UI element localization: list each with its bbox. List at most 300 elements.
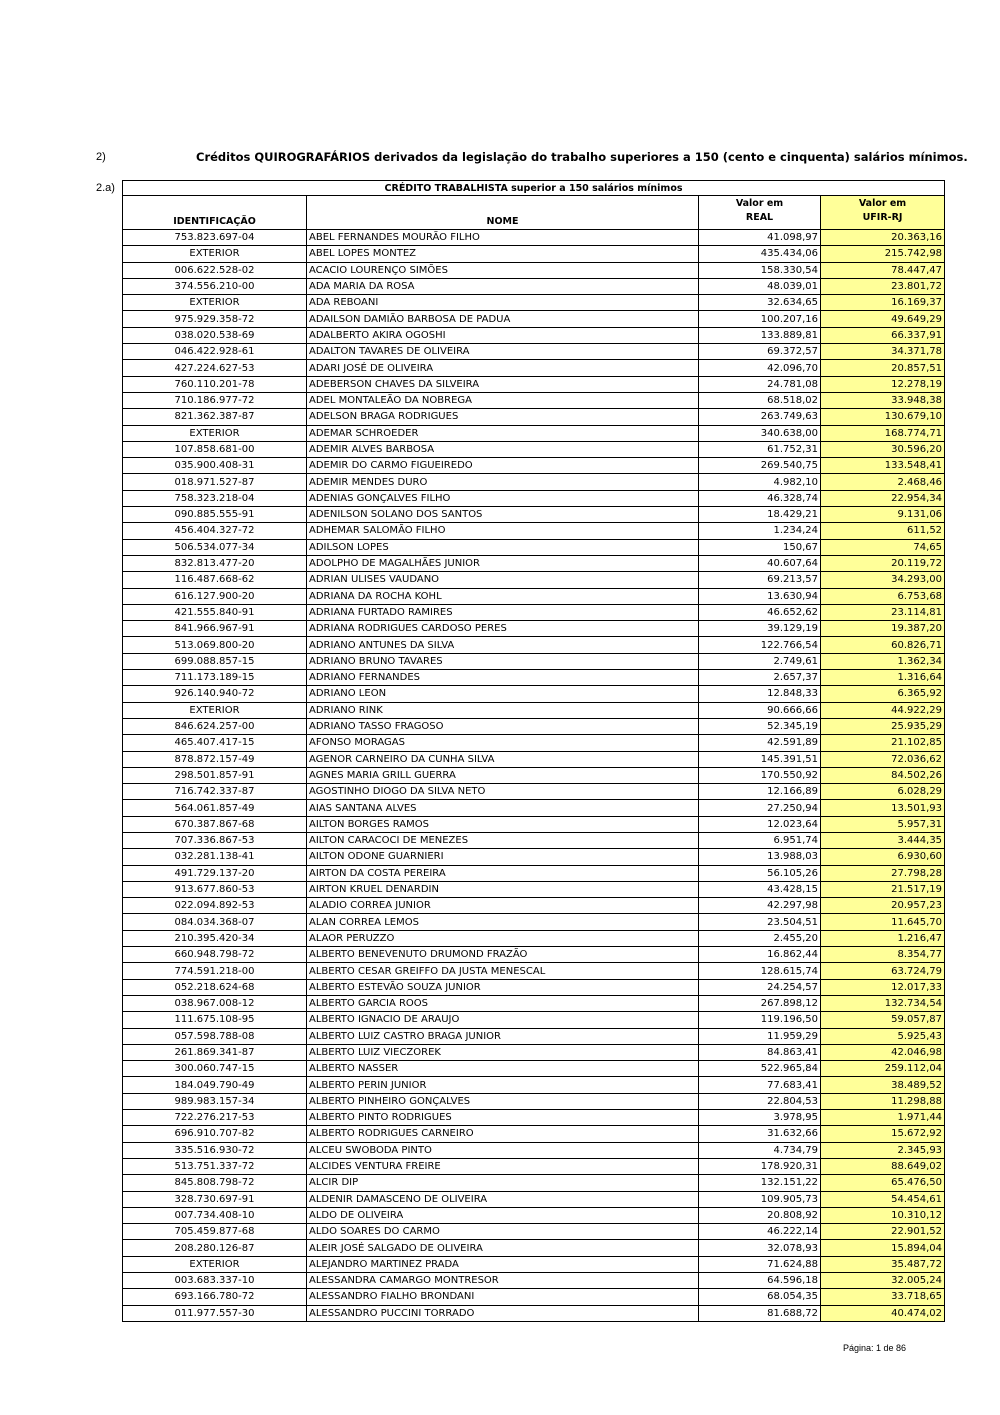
table-row xyxy=(123,963,945,979)
header-valor-ufir-line1: Valor em xyxy=(858,198,907,209)
cell-valor-real: 77.683,41 xyxy=(699,1077,821,1093)
cell-valor-real: 24.781,08 xyxy=(699,376,821,392)
cell-valor-real: 31.632,66 xyxy=(699,1126,821,1142)
header-valor-real xyxy=(699,196,821,230)
table-row xyxy=(123,1305,945,1321)
cell-valor-ufir: 20.119,72 xyxy=(821,555,945,571)
cell-identificacao: 456.404.327-72 xyxy=(123,523,307,539)
cell-valor-real: 46.222,14 xyxy=(699,1224,821,1240)
cell-nome: ALCIR DIP xyxy=(307,1175,699,1191)
table-row xyxy=(123,425,945,441)
cell-identificacao: 032.281.138-41 xyxy=(123,849,307,865)
cell-valor-real: 3.978,95 xyxy=(699,1110,821,1126)
cell-identificacao: 506.534.077-34 xyxy=(123,539,307,555)
cell-valor-ufir: 21.102,85 xyxy=(821,735,945,751)
table-row xyxy=(123,670,945,686)
table-row xyxy=(123,718,945,734)
cell-nome: AIAS SANTANA ALVES xyxy=(307,800,699,816)
table-row xyxy=(123,1256,945,1272)
cell-nome: AILTON CARACOCI DE MENEZES xyxy=(307,832,699,848)
cell-nome: ADRIAN ULISES VAUDANO xyxy=(307,572,699,588)
cell-nome: AGOSTINHO DIOGO DA SILVA NETO xyxy=(307,784,699,800)
cell-identificacao: 038.020.538-69 xyxy=(123,327,307,343)
table-row xyxy=(123,751,945,767)
cell-valor-real: 61.752,31 xyxy=(699,441,821,457)
cell-nome: AILTON BORGES RAMOS xyxy=(307,816,699,832)
cell-valor-real: 68.054,35 xyxy=(699,1289,821,1305)
cell-valor-ufir: 9.131,06 xyxy=(821,507,945,523)
cell-valor-real: 128.615,74 xyxy=(699,963,821,979)
header-valor-ufir xyxy=(821,196,945,230)
cell-valor-real: 18.429,21 xyxy=(699,507,821,523)
cell-valor-real: 24.254,57 xyxy=(699,979,821,995)
header-valor-real-line1: Valor em xyxy=(735,198,784,209)
cell-nome: ACACIO LOURENÇO SIMÕES xyxy=(307,262,699,278)
table-row xyxy=(123,1175,945,1191)
cell-nome: AIRTON KRUEL DENARDIN xyxy=(307,881,699,897)
cell-valor-real: 178.920,31 xyxy=(699,1158,821,1174)
cell-valor-real: 71.624,88 xyxy=(699,1256,821,1272)
cell-identificacao: 707.336.867-53 xyxy=(123,832,307,848)
cell-identificacao: 513.069.800-20 xyxy=(123,637,307,653)
cell-valor-ufir: 33.948,38 xyxy=(821,392,945,408)
cell-valor-ufir: 1.316,64 xyxy=(821,670,945,686)
table-row xyxy=(123,474,945,490)
cell-valor-real: 39.129,19 xyxy=(699,621,821,637)
cell-valor-ufir: 19.387,20 xyxy=(821,621,945,637)
cell-nome: ALBERTO GARCIA ROOS xyxy=(307,995,699,1011)
cell-identificacao: 465.407.417-15 xyxy=(123,735,307,751)
cell-valor-ufir: 84.502,26 xyxy=(821,767,945,783)
cell-nome: ALEJANDRO MARTINEZ PRADA xyxy=(307,1256,699,1272)
table-row xyxy=(123,914,945,930)
cell-valor-ufir: 259.112,04 xyxy=(821,1061,945,1077)
cell-nome: ADEMIR ALVES BARBOSA xyxy=(307,441,699,457)
cell-valor-real: 69.372,57 xyxy=(699,344,821,360)
table-body xyxy=(123,230,945,1322)
table-row xyxy=(123,1028,945,1044)
cell-identificacao: 035.900.408-31 xyxy=(123,458,307,474)
cell-identificacao: 670.387.867-68 xyxy=(123,816,307,832)
cell-identificacao: 084.034.368-07 xyxy=(123,914,307,930)
cell-valor-real: 27.250,94 xyxy=(699,800,821,816)
cell-identificacao: 111.675.108-95 xyxy=(123,1012,307,1028)
cell-nome: ALBERTO NASSER xyxy=(307,1061,699,1077)
cell-nome: ALBERTO PINHEIRO GONÇALVES xyxy=(307,1093,699,1109)
table-title-row xyxy=(123,181,945,196)
cell-nome: AILTON ODONE GUARNIERI xyxy=(307,849,699,865)
table-row xyxy=(123,995,945,1011)
cell-valor-real: 263.749,63 xyxy=(699,409,821,425)
table-row xyxy=(123,767,945,783)
cell-nome: ALBERTO PINTO RODRIGUES xyxy=(307,1110,699,1126)
cell-nome: ADEBERSON CHAVES DA SILVEIRA xyxy=(307,376,699,392)
table-row xyxy=(123,686,945,702)
cell-identificacao: 003.683.337-10 xyxy=(123,1273,307,1289)
table-row xyxy=(123,490,945,506)
table-row xyxy=(123,507,945,523)
cell-valor-real: 22.804,53 xyxy=(699,1093,821,1109)
table-row xyxy=(123,523,945,539)
cell-identificacao: 564.061.857-49 xyxy=(123,800,307,816)
cell-identificacao: 846.624.257-00 xyxy=(123,718,307,734)
cell-identificacao: 926.140.940-72 xyxy=(123,686,307,702)
cell-nome: ADAILSON DAMIÃO BARBOSA DE PADUA xyxy=(307,311,699,327)
cell-valor-real: 46.652,62 xyxy=(699,604,821,620)
cell-valor-real: 16.862,44 xyxy=(699,947,821,963)
cell-identificacao: 006.622.528-02 xyxy=(123,262,307,278)
cell-valor-ufir: 2.345,93 xyxy=(821,1142,945,1158)
cell-nome: ADRIANO LEON xyxy=(307,686,699,702)
cell-identificacao: 722.276.217-53 xyxy=(123,1110,307,1126)
cell-nome: ADA REBOANI xyxy=(307,295,699,311)
cell-nome: ADA MARIA DA ROSA xyxy=(307,278,699,294)
cell-nome: ABEL LOPES MONTEZ xyxy=(307,246,699,262)
cell-identificacao: 374.556.210-00 xyxy=(123,278,307,294)
table-row xyxy=(123,865,945,881)
table-row xyxy=(123,832,945,848)
cell-nome: ALDO SOARES DO CARMO xyxy=(307,1224,699,1240)
cell-identificacao: 208.280.126-87 xyxy=(123,1240,307,1256)
table-row xyxy=(123,1044,945,1060)
cell-valor-ufir: 20.363,16 xyxy=(821,230,945,246)
table-row xyxy=(123,1240,945,1256)
cell-identificacao: 007.734.408-10 xyxy=(123,1207,307,1223)
cell-nome: ALBERTO CESAR GREIFFO DA JUSTA MENESCAL xyxy=(307,963,699,979)
cell-valor-real: 145.391,51 xyxy=(699,751,821,767)
cell-valor-real: 69.213,57 xyxy=(699,572,821,588)
cell-identificacao: EXTERIOR xyxy=(123,246,307,262)
cell-valor-ufir: 23.114,81 xyxy=(821,604,945,620)
cell-nome: ALBERTO IGNACIO DE ARAUJO xyxy=(307,1012,699,1028)
cell-valor-real: 267.898,12 xyxy=(699,995,821,1011)
cell-identificacao: 696.910.707-82 xyxy=(123,1126,307,1142)
cell-identificacao: 758.323.218-04 xyxy=(123,490,307,506)
cell-valor-ufir: 74,65 xyxy=(821,539,945,555)
cell-valor-real: 64.596,18 xyxy=(699,1273,821,1289)
cell-nome: ALBERTO ESTEVÃO SOUZA JUNIOR xyxy=(307,979,699,995)
cell-valor-real: 158.330,54 xyxy=(699,262,821,278)
cell-identificacao: 774.591.218-00 xyxy=(123,963,307,979)
cell-nome: ALESSANDRO PUCCINI TORRADO xyxy=(307,1305,699,1321)
header-valor-real-line2: REAL xyxy=(745,212,774,223)
cell-valor-real: 12.023,64 xyxy=(699,816,821,832)
table-row xyxy=(123,360,945,376)
cell-valor-real: 4.982,10 xyxy=(699,474,821,490)
cell-identificacao: 989.983.157-34 xyxy=(123,1093,307,1109)
cell-nome: ADRIANO ANTUNES DA SILVA xyxy=(307,637,699,653)
table-row xyxy=(123,816,945,832)
cell-valor-ufir: 38.489,52 xyxy=(821,1077,945,1093)
cell-valor-ufir: 59.057,87 xyxy=(821,1012,945,1028)
cell-nome: ALAOR PERUZZO xyxy=(307,930,699,946)
cell-valor-ufir: 15.894,04 xyxy=(821,1240,945,1256)
cell-nome: ALBERTO LUIZ CASTRO BRAGA JUNIOR xyxy=(307,1028,699,1044)
cell-valor-ufir: 5.925,43 xyxy=(821,1028,945,1044)
cell-valor-real: 84.863,41 xyxy=(699,1044,821,1060)
cell-nome: ADELSON BRAGA RODRIGUES xyxy=(307,409,699,425)
cell-identificacao: 038.967.008-12 xyxy=(123,995,307,1011)
cell-nome: ALESSANDRO FIALHO BRONDANI xyxy=(307,1289,699,1305)
cell-valor-real: 340.638,00 xyxy=(699,425,821,441)
table-row xyxy=(123,1093,945,1109)
table-row xyxy=(123,230,945,246)
cell-identificacao: 513.751.337-72 xyxy=(123,1158,307,1174)
table-row xyxy=(123,441,945,457)
cell-valor-ufir: 6.930,60 xyxy=(821,849,945,865)
cell-valor-ufir: 5.957,31 xyxy=(821,816,945,832)
table-row xyxy=(123,979,945,995)
cell-valor-real: 2.749,61 xyxy=(699,653,821,669)
cell-valor-ufir: 30.596,20 xyxy=(821,441,945,457)
cell-valor-ufir: 130.679,10 xyxy=(821,409,945,425)
cell-valor-ufir: 20.857,51 xyxy=(821,360,945,376)
table-row xyxy=(123,555,945,571)
cell-valor-real: 40.607,64 xyxy=(699,555,821,571)
section-number: 2) xyxy=(96,151,106,163)
cell-identificacao: 022.094.892-53 xyxy=(123,898,307,914)
table-title: CRÉDITO TRABALHISTA superior a 150 salários mínimos xyxy=(123,181,945,196)
table-row xyxy=(123,246,945,262)
section-title: Créditos QUIROGRAFÁRIOS derivados da legislação do trabalho superiores a 150 (cento e cinquenta) salários mínimos. xyxy=(196,150,968,164)
cell-valor-real: 132.151,22 xyxy=(699,1175,821,1191)
cell-nome: ADARI JOSÉ DE OLIVEIRA xyxy=(307,360,699,376)
table-row xyxy=(123,930,945,946)
cell-nome: AGENOR CARNEIRO DA CUNHA SILVA xyxy=(307,751,699,767)
table-row xyxy=(123,898,945,914)
cell-valor-ufir: 60.826,71 xyxy=(821,637,945,653)
cell-valor-real: 81.688,72 xyxy=(699,1305,821,1321)
cell-valor-real: 20.808,92 xyxy=(699,1207,821,1223)
cell-valor-ufir: 11.298,88 xyxy=(821,1093,945,1109)
table-row xyxy=(123,458,945,474)
cell-valor-ufir: 15.672,92 xyxy=(821,1126,945,1142)
cell-identificacao: 878.872.157-49 xyxy=(123,751,307,767)
cell-identificacao: 090.885.555-91 xyxy=(123,507,307,523)
cell-valor-ufir: 12.278,19 xyxy=(821,376,945,392)
cell-valor-ufir: 21.517,19 xyxy=(821,881,945,897)
cell-identificacao: 011.977.557-30 xyxy=(123,1305,307,1321)
cell-nome: ALBERTO PERIN JUNIOR xyxy=(307,1077,699,1093)
cell-nome: ALCEU SWOBODA PINTO xyxy=(307,1142,699,1158)
table-row xyxy=(123,392,945,408)
cell-nome: ADRIANO TASSO FRAGOSO xyxy=(307,718,699,734)
cell-valor-ufir: 3.444,35 xyxy=(821,832,945,848)
cell-nome: AGNES MARIA GRILL GUERRA xyxy=(307,767,699,783)
cell-nome: ADALTON TAVARES DE OLIVEIRA xyxy=(307,344,699,360)
cell-identificacao: 107.858.681-00 xyxy=(123,441,307,457)
cell-valor-real: 133.889,81 xyxy=(699,327,821,343)
cell-nome: ADRIANA FURTADO RAMIRES xyxy=(307,604,699,620)
cell-identificacao: 328.730.697-91 xyxy=(123,1191,307,1207)
cell-nome: ADEL MONTALEÃO DA NOBREGA xyxy=(307,392,699,408)
cell-nome: ALESSANDRA CAMARGO MONTRESOR xyxy=(307,1273,699,1289)
cell-identificacao: 057.598.788-08 xyxy=(123,1028,307,1044)
cell-valor-ufir: 49.649,29 xyxy=(821,311,945,327)
cell-valor-real: 2.455,20 xyxy=(699,930,821,946)
cell-identificacao: 913.677.860-53 xyxy=(123,881,307,897)
cell-valor-ufir: 78.447,47 xyxy=(821,262,945,278)
cell-nome: ADENIAS GONÇALVES FILHO xyxy=(307,490,699,506)
cell-valor-real: 48.039,01 xyxy=(699,278,821,294)
table-row xyxy=(123,702,945,718)
cell-valor-real: 52.345,19 xyxy=(699,718,821,734)
cell-valor-ufir: 23.801,72 xyxy=(821,278,945,294)
cell-valor-ufir: 6.365,92 xyxy=(821,686,945,702)
cell-nome: ADRIANA RODRIGUES CARDOSO PERES xyxy=(307,621,699,637)
cell-nome: ADEMIR DO CARMO FIGUEIREDO xyxy=(307,458,699,474)
cell-valor-real: 42.096,70 xyxy=(699,360,821,376)
cell-identificacao: 841.966.967-91 xyxy=(123,621,307,637)
cell-valor-ufir: 32.005,24 xyxy=(821,1273,945,1289)
cell-valor-ufir: 611,52 xyxy=(821,523,945,539)
table-row xyxy=(123,637,945,653)
cell-valor-ufir: 6.753,68 xyxy=(821,588,945,604)
cell-valor-ufir: 12.017,33 xyxy=(821,979,945,995)
cell-nome: ADRIANO RINK xyxy=(307,702,699,718)
table-row xyxy=(123,295,945,311)
cell-valor-ufir: 25.935,29 xyxy=(821,718,945,734)
cell-valor-real: 4.734,79 xyxy=(699,1142,821,1158)
cell-identificacao: 760.110.201-78 xyxy=(123,376,307,392)
cell-valor-real: 23.504,51 xyxy=(699,914,821,930)
cell-identificacao: 491.729.137-20 xyxy=(123,865,307,881)
table-row xyxy=(123,1158,945,1174)
cell-valor-real: 42.297,98 xyxy=(699,898,821,914)
cell-nome: ALDO DE OLIVEIRA xyxy=(307,1207,699,1223)
cell-valor-real: 42.591,89 xyxy=(699,735,821,751)
table-row xyxy=(123,604,945,620)
cell-nome: ALDENIR DAMASCENO DE OLIVEIRA xyxy=(307,1191,699,1207)
cell-identificacao: 210.395.420-34 xyxy=(123,930,307,946)
cell-valor-ufir: 16.169,37 xyxy=(821,295,945,311)
cell-valor-real: 12.848,33 xyxy=(699,686,821,702)
cell-valor-ufir: 22.954,34 xyxy=(821,490,945,506)
cell-valor-ufir: 132.734,54 xyxy=(821,995,945,1011)
cell-nome: ALBERTO RODRIGUES CARNEIRO xyxy=(307,1126,699,1142)
table-row xyxy=(123,784,945,800)
cell-identificacao: 184.049.790-49 xyxy=(123,1077,307,1093)
cell-valor-ufir: 13.501,93 xyxy=(821,800,945,816)
cell-nome: ADHEMAR SALOMÃO FILHO xyxy=(307,523,699,539)
cell-identificacao: 705.459.877-68 xyxy=(123,1224,307,1240)
cell-valor-ufir: 168.774,71 xyxy=(821,425,945,441)
cell-identificacao: 699.088.857-15 xyxy=(123,653,307,669)
cell-valor-real: 122.766,54 xyxy=(699,637,821,653)
cell-valor-real: 41.098,97 xyxy=(699,230,821,246)
cell-valor-ufir: 44.922,29 xyxy=(821,702,945,718)
cell-identificacao: 845.808.798-72 xyxy=(123,1175,307,1191)
cell-valor-ufir: 1.362,34 xyxy=(821,653,945,669)
cell-valor-ufir: 1.971,44 xyxy=(821,1110,945,1126)
cell-valor-ufir: 72.036,62 xyxy=(821,751,945,767)
table-row xyxy=(123,621,945,637)
cell-valor-real: 1.234,24 xyxy=(699,523,821,539)
cell-nome: ADILSON LOPES xyxy=(307,539,699,555)
table-row xyxy=(123,1126,945,1142)
table-row xyxy=(123,1224,945,1240)
cell-valor-real: 522.965,84 xyxy=(699,1061,821,1077)
cell-nome: ADENILSON SOLANO DOS SANTOS xyxy=(307,507,699,523)
cell-valor-real: 100.207,16 xyxy=(699,311,821,327)
cell-valor-ufir: 27.798,28 xyxy=(821,865,945,881)
cell-identificacao: EXTERIOR xyxy=(123,702,307,718)
cell-valor-real: 109.905,73 xyxy=(699,1191,821,1207)
table-row xyxy=(123,1207,945,1223)
cell-nome: ALAN CORREA LEMOS xyxy=(307,914,699,930)
cell-valor-real: 11.959,29 xyxy=(699,1028,821,1044)
cell-valor-real: 56.105,26 xyxy=(699,865,821,881)
table-row xyxy=(123,1289,945,1305)
table-row xyxy=(123,409,945,425)
table-row xyxy=(123,1077,945,1093)
cell-nome: ADRIANO BRUNO TAVARES xyxy=(307,653,699,669)
cell-nome: AIRTON DA COSTA PEREIRA xyxy=(307,865,699,881)
cell-valor-ufir: 88.649,02 xyxy=(821,1158,945,1174)
cell-valor-real: 12.166,89 xyxy=(699,784,821,800)
cell-valor-ufir: 6.028,29 xyxy=(821,784,945,800)
cell-identificacao: EXTERIOR xyxy=(123,1256,307,1272)
table-row xyxy=(123,1110,945,1126)
table-row xyxy=(123,1142,945,1158)
cell-valor-real: 43.428,15 xyxy=(699,881,821,897)
table-row xyxy=(123,539,945,555)
cell-valor-ufir: 2.468,46 xyxy=(821,474,945,490)
header-valor-ufir-line2: UFIR-RJ xyxy=(862,212,903,223)
credit-table xyxy=(122,180,945,1322)
cell-identificacao: 335.516.930-72 xyxy=(123,1142,307,1158)
cell-nome: ALBERTO BENEVENUTO DRUMOND FRAZÃO xyxy=(307,947,699,963)
cell-valor-real: 269.540,75 xyxy=(699,458,821,474)
table-row xyxy=(123,344,945,360)
table-row xyxy=(123,1012,945,1028)
cell-valor-ufir: 22.901,52 xyxy=(821,1224,945,1240)
cell-valor-real: 2.657,37 xyxy=(699,670,821,686)
table-row xyxy=(123,735,945,751)
table-row xyxy=(123,278,945,294)
cell-identificacao: 832.813.477-20 xyxy=(123,555,307,571)
table-row xyxy=(123,947,945,963)
cell-identificacao: 711.173.189-15 xyxy=(123,670,307,686)
table-row xyxy=(123,653,945,669)
cell-valor-ufir: 40.474,02 xyxy=(821,1305,945,1321)
cell-identificacao: 261.869.341-87 xyxy=(123,1044,307,1060)
cell-valor-ufir: 10.310,12 xyxy=(821,1207,945,1223)
cell-valor-real: 68.518,02 xyxy=(699,392,821,408)
cell-identificacao: 018.971.527-87 xyxy=(123,474,307,490)
cell-nome: ADEMAR SCHROEDER xyxy=(307,425,699,441)
table-row xyxy=(123,262,945,278)
cell-nome: AFONSO MORAGAS xyxy=(307,735,699,751)
cell-identificacao: 753.823.697-04 xyxy=(123,230,307,246)
table-row xyxy=(123,849,945,865)
cell-valor-ufir: 11.645,70 xyxy=(821,914,945,930)
cell-valor-ufir: 33.718,65 xyxy=(821,1289,945,1305)
cell-identificacao: 298.501.857-91 xyxy=(123,767,307,783)
column-header-row xyxy=(123,196,945,230)
cell-valor-real: 46.328,74 xyxy=(699,490,821,506)
cell-valor-ufir: 35.487,72 xyxy=(821,1256,945,1272)
cell-identificacao: 616.127.900-20 xyxy=(123,588,307,604)
cell-nome: ALBERTO LUIZ VIECZOREK xyxy=(307,1044,699,1060)
cell-identificacao: EXTERIOR xyxy=(123,295,307,311)
cell-valor-real: 13.988,03 xyxy=(699,849,821,865)
cell-nome: ADOLPHO DE MAGALHÃES JUNIOR xyxy=(307,555,699,571)
cell-valor-real: 170.550,92 xyxy=(699,767,821,783)
cell-valor-ufir: 42.046,98 xyxy=(821,1044,945,1060)
cell-valor-real: 32.634,65 xyxy=(699,295,821,311)
table-row xyxy=(123,1061,945,1077)
